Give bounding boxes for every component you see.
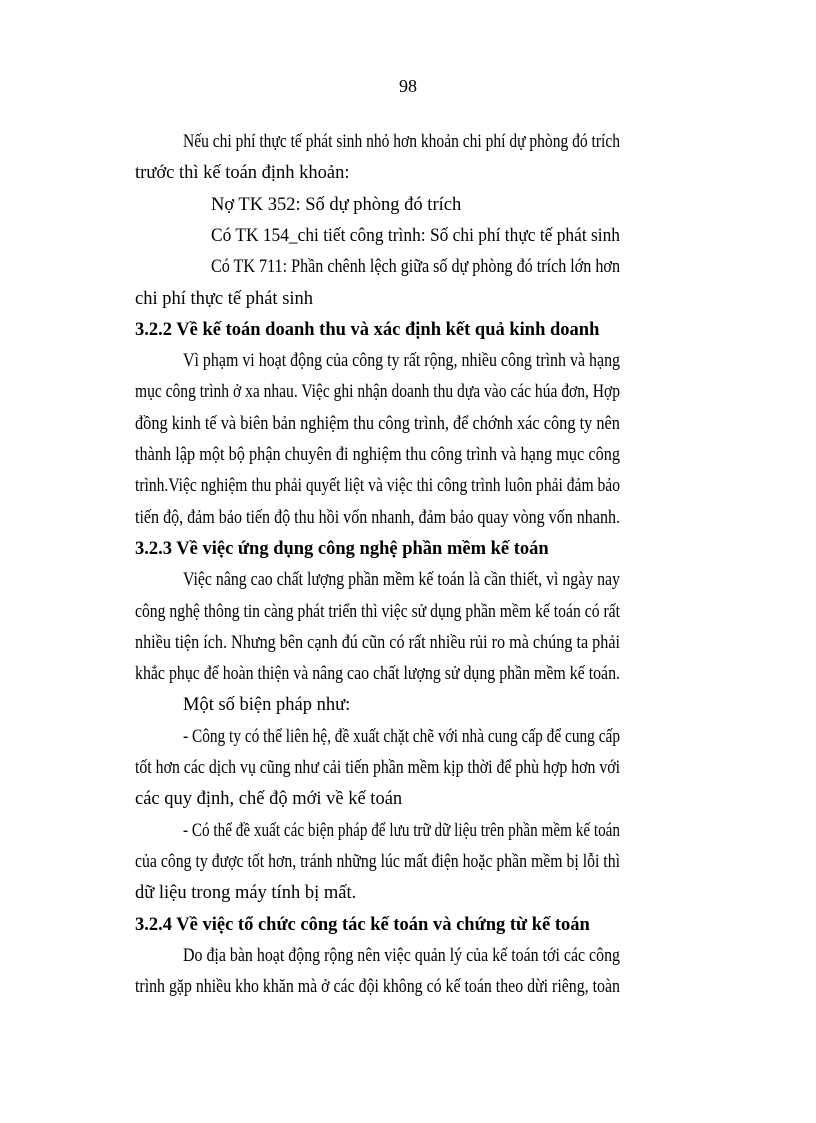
text-line [183, 820, 620, 844]
line-text: đồng kinh tế và biên bản nghiệm thu công trình, để chớnh xác công ty nên [135, 413, 620, 434]
text-line [135, 757, 620, 781]
line-text: dữ liệu trong máy tính bị mất. [135, 883, 357, 904]
line-text: công nghệ thông tin càng phát triển thì việc sử dụng phần mềm kế toán có rất [135, 601, 621, 622]
section-heading [135, 914, 620, 938]
line-text: trình gặp nhiều kho khăn mà ở các đội không có kế toán theo dừi riêng, toàn [135, 977, 620, 998]
text-line [135, 601, 620, 625]
text-line [135, 851, 620, 875]
text-line [135, 162, 620, 186]
text-line [135, 882, 620, 906]
text-line [135, 507, 620, 531]
line-text: của công ty được tốt hơn, tránh những lúc mất điện hoặc phần mềm bị lỗi thì [135, 851, 620, 872]
line-text: 3.2.4 Về việc tổ chức công tác kế toán và chứng từ kế toán [135, 914, 590, 935]
line-text: - Có thể đề xuất các biện pháp để lưu trữ dữ liệu trên phần mềm kế toán [183, 820, 621, 841]
line-text: - Công ty có thể liên hệ, đề xuất chặt chẽ với nhà cung cấp để cung cấp [183, 726, 621, 747]
line-text: khắc phục để hoàn thiện và nâng cao chất lượng sử dụng phần mềm kế toán. [135, 664, 621, 685]
text-line [183, 131, 620, 155]
text-line [183, 694, 620, 718]
text-line [135, 788, 620, 812]
text-line [135, 475, 620, 499]
line-text: tốt hơn các dịch vụ cũng như cải tiến phần mềm kịp thời để phù hợp hơn với [135, 758, 621, 778]
line-text: thành lập một bộ phận chuyên đi nghiệm thu công trình và hạng mục công [135, 445, 621, 465]
line-text: Việc nâng cao chất lượng phần mềm kế toán là cần thiết, vì ngày nay [183, 570, 620, 591]
line-text: trước thì kế toán định khoản: [135, 163, 350, 184]
text-line [135, 381, 620, 405]
line-text: Có TK 154_chi tiết công trình: Số chi phí thực tế phát sinh [211, 225, 620, 246]
text-line [135, 976, 620, 1000]
line-text: 3.2.3 Về việc ứng dụng công nghệ phần mềm kế toán [135, 538, 549, 559]
line-text: nhiều tiện ích. Nhưng bên cạnh đú cũn có rất nhiều rủi ro mà chúng ta phải [135, 632, 620, 653]
line-text: Có TK 711: Phần chênh lệch giữa số dự phòng đó trích lớn hơn [211, 257, 621, 278]
accounting-entry-line [211, 225, 620, 249]
line-text: tiến độ, đảm bảo tiến độ thu hồi vốn nhanh, đảm bảo quay vòng vốn nhanh. [135, 507, 621, 528]
line-text: Một số biện pháp như: [183, 695, 351, 716]
line-text: Vì phạm vi hoạt động của công ty rất rộng, nhiều công trình và hạng [183, 351, 621, 372]
accounting-entry-line [211, 194, 620, 218]
line-text: chi phí thực tế phát sinh [135, 288, 314, 309]
text-line [183, 350, 620, 374]
line-text: mục công trình ở xa nhau. Việc ghi nhận doanh thu dựa vào các húa đơn, Hợp [135, 382, 620, 403]
line-text: các quy định, chế độ mới về kế toán [135, 789, 403, 810]
text-line [135, 413, 620, 437]
text-line [183, 726, 620, 750]
text-line [183, 945, 620, 969]
line-text: Nợ TK 352: Số dự phòng đó trích [211, 194, 462, 215]
line-text: trình.Việc nghiệm thu phải quyết liệt và việc thi công trình luôn phải đảm bảo [135, 476, 620, 497]
text-line [183, 569, 620, 593]
text-line [135, 444, 620, 468]
line-text: 3.2.2 Về kế toán doanh thu và xác định kết quả kinh doanh [135, 319, 600, 340]
section-heading [135, 319, 620, 343]
line-text: Nếu chi phí thực tế phát sinh nhỏ hơn khoản chi phí dự phòng đó trích [183, 132, 620, 152]
text-line [135, 288, 620, 312]
accounting-entry-line [211, 256, 620, 280]
text-line [135, 632, 620, 656]
text-line [135, 663, 620, 687]
section-heading [135, 538, 620, 562]
line-text: Do địa bàn hoạt động rộng nên việc quản lý của kế toán tới các công [183, 945, 621, 966]
page-number: 98 [399, 76, 417, 96]
